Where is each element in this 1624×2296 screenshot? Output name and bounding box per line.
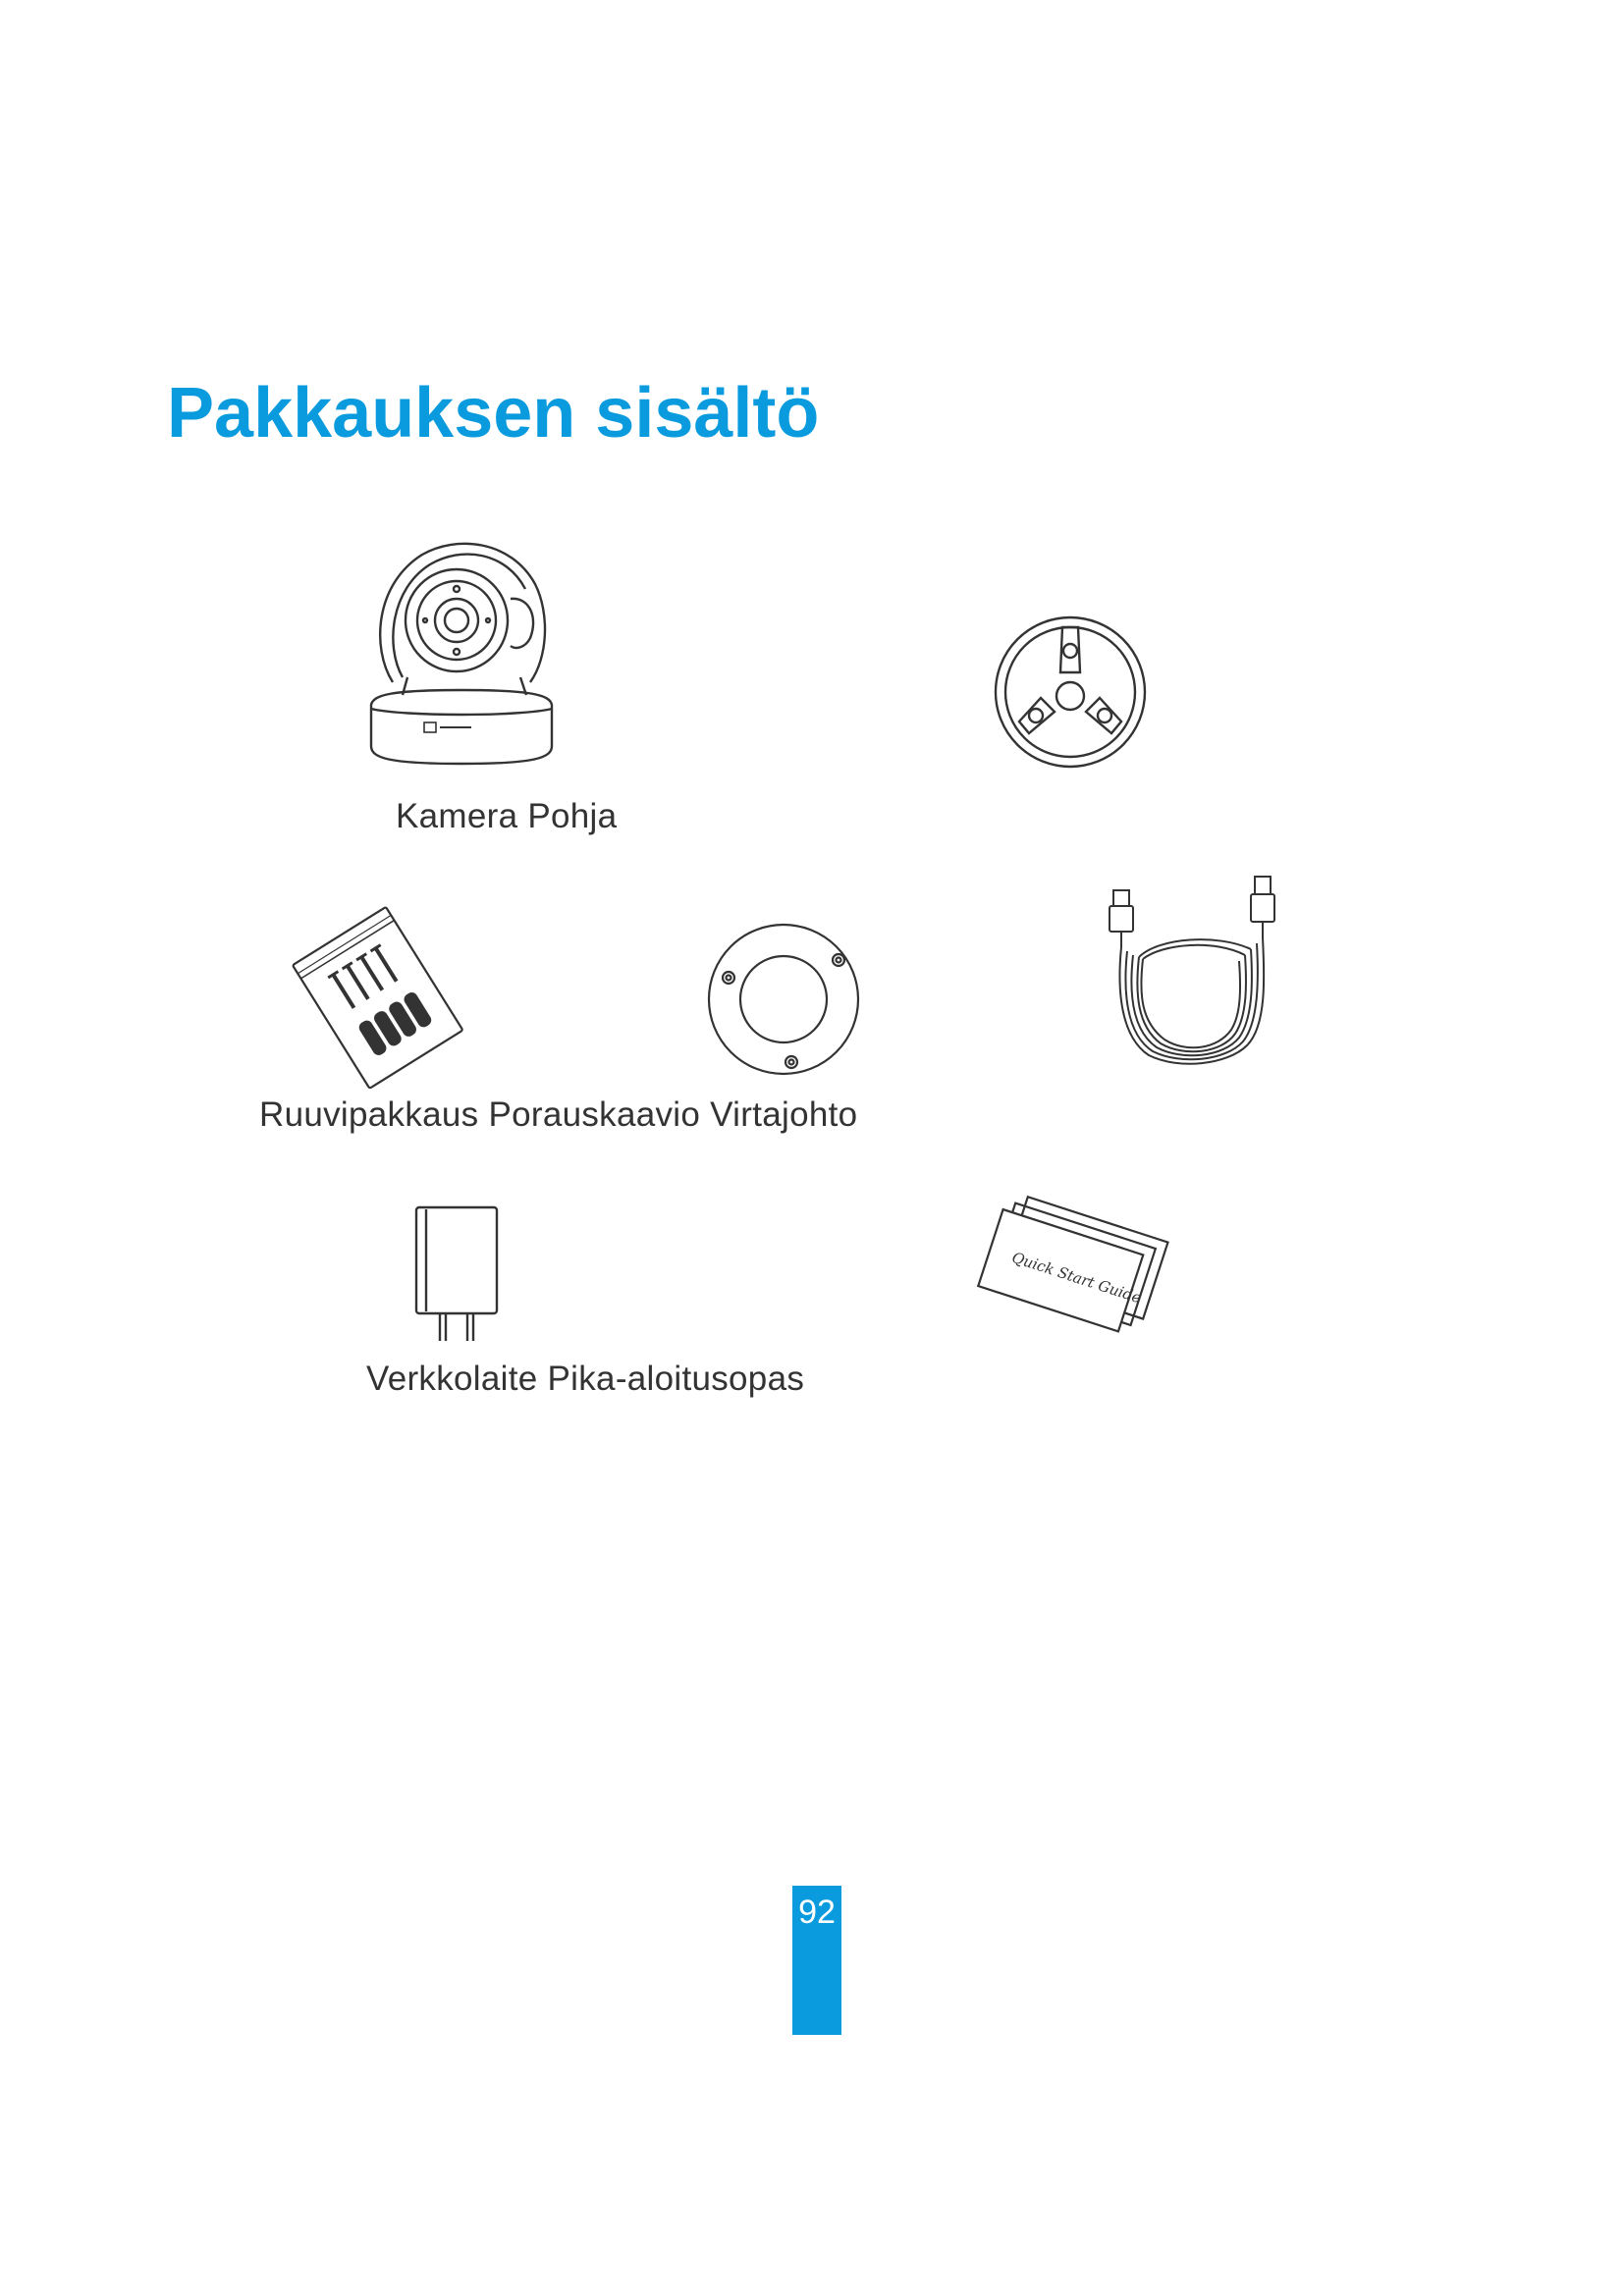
caption-row-1: Kamera Pohja	[396, 797, 618, 835]
power-adapter-icon	[412, 1205, 501, 1343]
power-cable-icon	[1100, 869, 1286, 1075]
quick-start-guide-text: Quick Start Guide	[1009, 1248, 1144, 1308]
page-number: 92	[798, 1894, 836, 1931]
caption-row-3: Verkkolaite Pika-aloitusopas	[366, 1360, 805, 1398]
quick-start-guide-icon	[967, 1193, 1178, 1355]
screw-kit-icon	[295, 913, 461, 1080]
camera-icon	[363, 530, 560, 771]
page-title: Pakkauksen sisältö	[167, 374, 820, 453]
drilling-template-icon	[705, 921, 862, 1078]
mounting-base-icon	[992, 614, 1149, 771]
caption-row-2: Ruuvipakkaus Porauskaavio Virtajohto	[259, 1095, 858, 1134]
page-number-tab	[792, 1886, 841, 2035]
